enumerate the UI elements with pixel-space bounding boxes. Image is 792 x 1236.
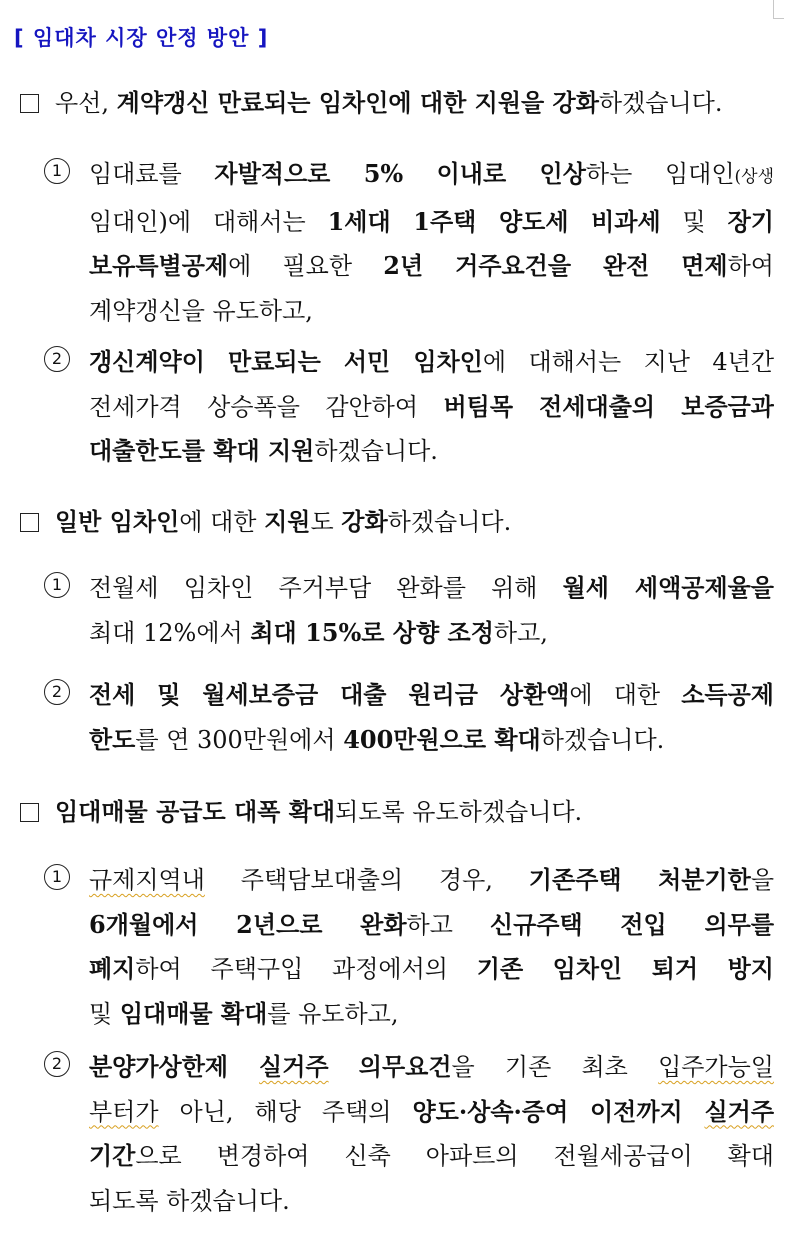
text-run: 하겠습니다. [598,89,723,117]
section-title-general-tenant-support [20,505,778,539]
text-run: 를 유도하고, [267,999,399,1028]
text-line [89,244,774,289]
text-run: 최대 12%에서 [89,618,251,647]
text-run: 장기 [727,206,774,236]
text-run: 아닌, 해당 주택의 [158,1097,413,1126]
text-run: 지원 [264,507,311,536]
list-item [44,340,774,474]
text-run: 을 [750,866,774,894]
text-run: 하는 임대인 [585,160,735,188]
text-line [89,673,774,718]
text-run: 월세 세액공제율을 [562,573,774,602]
text-run: 기존 임차인 퇴거 방지 [476,954,774,983]
text-run: 주택담보대출의 경우, [204,866,529,894]
text-run: 및 [89,999,120,1028]
text-run: 계약갱신 만료되는 임차인에 대한 지원을 강화 [116,88,599,117]
text-run: 및 [660,207,728,236]
text-run: 임대매물 공급도 대폭 확대 [55,797,336,826]
text-line [89,947,774,992]
text-run: 전세가격 상승폭을 감안하여 [89,392,444,421]
text-run: 실거주 [704,1096,774,1126]
text-run: 되도록 유도하겠습니다. [335,798,583,826]
list-item [44,673,774,762]
text-run: 실거주 [259,1052,329,1081]
circled-number-icon: 2 [44,679,70,705]
text-run: 에 대해서는 지난 4년간 [482,348,774,376]
text-run: 하여 [727,252,774,280]
text-line [89,1090,774,1135]
checkbox-square-icon [20,513,39,532]
text-line [89,903,774,948]
text-run: 자발적으로 5% 이내로 인상 [214,159,586,188]
text-run: 일반 임차인 [55,507,180,536]
text-run: 하겠습니다. [387,508,512,536]
text-run: 보유특별공제 [89,251,229,280]
text-run: 임대인)에 대해서는 [89,207,328,236]
text-run: 우선, [55,89,117,117]
text-run: 전월세 임차인 주거부담 완화를 위해 [89,574,563,602]
text-run: 하겠습니다. [540,725,665,754]
text-line [89,1179,774,1224]
text-run: 버팀목 전세대출의 보증금과 [443,391,774,421]
text-line [89,429,774,474]
text-run: 1세대 1주택 양도세 비과세 [327,206,661,236]
checkbox-square-icon [20,94,39,113]
text-run: 하고 [406,910,490,939]
text-run: 양도·상속·증여 이전까지 [412,1096,705,1126]
text-run: 임대매물 확대 [119,998,268,1028]
circled-number-icon: 1 [44,864,70,890]
text-run: 계약갱신을 유도하고, [89,296,313,325]
text-line [89,1045,774,1090]
text-run: 전세 및 월세보증금 대출 원리금 상환액 [89,680,570,709]
text-run: 분양가상한제 [89,1052,260,1081]
text-run: 의무요건 [358,1052,452,1081]
text-line [89,385,774,430]
checkbox-square-icon [20,803,39,822]
text-run: 입주가능일 [658,1053,774,1081]
text-run: 임대료를 [89,160,215,188]
list-item [44,566,774,655]
text-run: 에 필요한 [228,252,384,280]
text-line [89,289,774,334]
text-run: 으로 변경하여 신축 아파트의 전월세공급이 확대 [135,1142,774,1170]
text-run: 신규주택 전입 의무를 [489,909,774,939]
text-run: 강화 [341,507,388,536]
text-run: 2년 거주요건을 완전 면제 [383,251,728,280]
text-line [89,611,774,656]
text-line [89,858,774,903]
text-run: 을 기존 최초 [451,1053,659,1081]
text-run: 기간 [89,1141,136,1170]
text-run: 6개월에서 2년으로 완화 [89,909,407,939]
text-line [89,200,774,245]
text-run: 갱신계약이 만료되는 서민 임차인 [89,347,483,376]
text-run: 400만원으로 확대 [343,724,541,754]
text-run: 에 대한 [569,681,682,709]
text-run: 기존주택 처분기한 [528,865,751,894]
text-line [89,152,774,200]
document-heading: [ 임대차 시장 안정 방안 ] [14,26,269,50]
text-line [89,340,774,385]
list-item [44,1045,774,1223]
text-line [89,718,774,763]
list-item [44,152,774,333]
text-line [89,992,774,1037]
text-run: 에 대한 [179,508,265,536]
page-corner-mark [773,0,784,19]
text-run: 되도록 하겠습니다. [89,1186,290,1215]
section-title-rental-supply [20,795,778,829]
circled-number-icon: 2 [44,1051,70,1077]
text-run: 도 [310,508,342,536]
circled-number-icon: 2 [44,346,70,372]
text-run: 를 연 300만원에서 [135,725,344,754]
text-run: 부터가 [89,1097,159,1126]
text-line [89,1134,774,1179]
text-line [89,566,774,611]
text-run: 규제지역내 [89,866,205,894]
list-item [44,858,774,1036]
circled-number-icon: 1 [44,572,70,598]
section-title-renewal-support [20,86,778,120]
text-run: 폐지 [89,954,136,983]
text-run: 하고, [493,618,548,647]
text-run: 하여 주택구입 과정에서의 [135,955,477,983]
text-run: 대출한도를 확대 지원 [89,436,315,465]
text-run [329,1053,359,1081]
text-run: 한도 [89,724,136,754]
text-run: (상생 [734,167,774,187]
text-run: 최대 15%로 상향 조정 [250,617,494,647]
text-run: 소득공제 [681,680,774,709]
text-run: 하겠습니다. [314,437,438,465]
circled-number-icon: 1 [44,158,70,184]
